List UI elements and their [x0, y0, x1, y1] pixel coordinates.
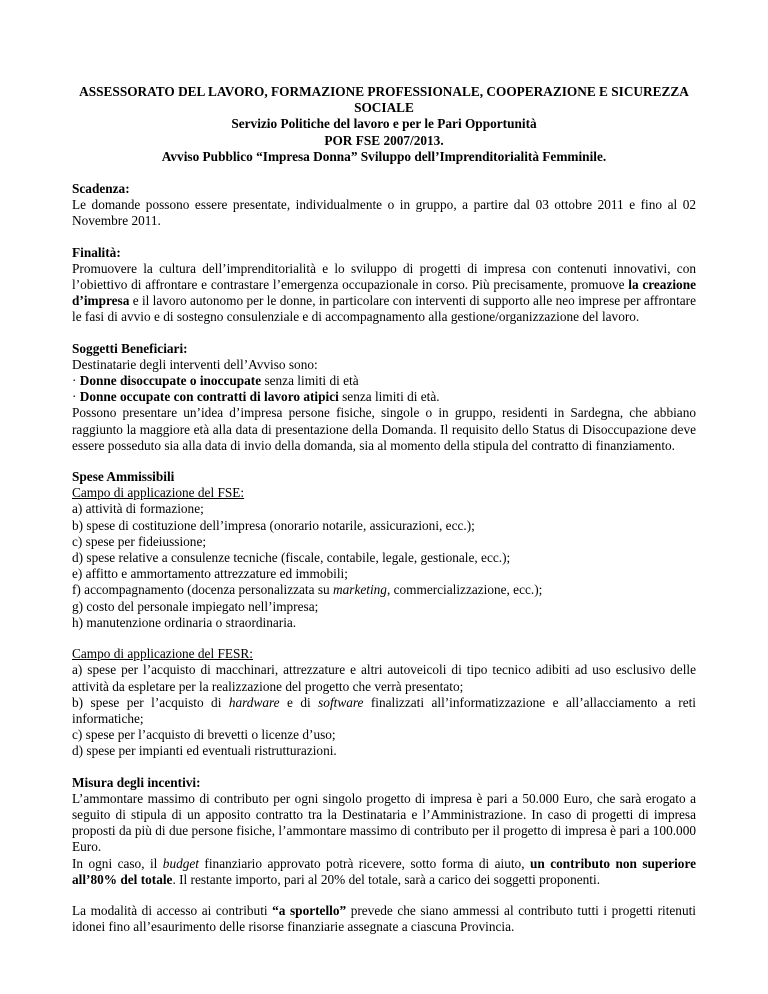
- modalita-bold: “a sportello”: [272, 902, 347, 918]
- section-soggetti: [72, 341, 696, 454]
- modalita-text-b: prevede che siano ammessi al contributo tutti i progetti ritenuti idonei fino all’esaurimento delle risorse finanziarie assegnate a ciascuna Provincia.: [72, 902, 696, 935]
- document-body: [72, 84, 696, 950]
- fesr-b-1: b) spese per l’acquisto di: [72, 694, 229, 710]
- section-scadenza: [72, 181, 696, 230]
- finalita-text: [72, 261, 696, 326]
- modalita-text: [72, 903, 696, 935]
- soggetti-intro: Destinatarie degli interventi dell’Avviso sono:: [72, 356, 318, 372]
- fesr-b-hw: hardware: [228, 694, 280, 710]
- header-notice-title: Avviso Pubblico “Impresa Donna” Sviluppo dell’Imprenditorialità Femminile.: [161, 148, 607, 164]
- section-modalita: [72, 903, 696, 935]
- header-service: Servizio Politiche del lavoro e per le Pari Opportunità: [231, 116, 537, 132]
- soggetti-title: Soggetti Beneficiari:: [72, 340, 188, 356]
- misura-p2-a: In ogni caso, il: [72, 855, 163, 871]
- soggetti-item2-rest: senza limiti di età.: [338, 389, 440, 405]
- misura-p2-bold: un contributo non superiore all’80% del totale: [72, 855, 697, 887]
- section-finalita: [72, 245, 696, 326]
- fesr-b-sw: software: [318, 694, 364, 710]
- fesr-item-c: c) spese per l’acquisto di brevetti o licenze d’uso;: [72, 727, 336, 743]
- bullet: ·: [72, 389, 80, 405]
- header-program: POR FSE 2007/2013.: [324, 132, 444, 148]
- fse-f-a: f) accompagnamento (docenza personalizzata su: [72, 582, 334, 598]
- fse-f-italic: marketing: [333, 582, 387, 598]
- section-misura: [72, 775, 696, 888]
- list-item: [72, 373, 696, 389]
- misura-title: Misura degli incentivi:: [72, 774, 201, 790]
- bullet: ·: [72, 373, 80, 389]
- spese-title: Spese Ammissibili: [72, 469, 175, 485]
- fse-subtitle: Campo di applicazione del FSE:: [72, 485, 245, 501]
- list-item: h) manutenzione ordinaria o straordinaria.: [72, 614, 297, 630]
- list-item: c) spese per fideiussione;: [72, 533, 207, 549]
- fesr-item-b: [72, 695, 696, 727]
- misura-p1: L’ammontare massimo di contributo per ogni singolo progetto di impresa è pari a 50.000 Euro, che sarà erogato a seguito di stipula di un apposito contratto tra la Destinataria e l’Amministrazione. In caso di progetti di impresa proposti da più di due persone fisiche, l’ammontare massimo di contributo per il progetto di impresa è pari a 100.000 Euro.: [72, 790, 696, 855]
- misura-p2-b: finanziario approvato potrà ricevere, sotto forma di aiuto,: [199, 855, 530, 871]
- fesr-b-3: finalizzati all’informatizzazione e all’allacciamento a reti informatiche;: [72, 694, 696, 726]
- list-item: [72, 389, 696, 405]
- list-item: d) spese relative a consulenze tecniche (fiscale, contabile, legale, gestionale, ecc.);: [72, 550, 511, 566]
- soggetti-item1-rest: senza limiti di età: [261, 373, 359, 389]
- soggetti-list: [72, 373, 696, 405]
- fesr-b-2: e di: [279, 694, 319, 710]
- fesr-item-d: d) spese per impianti ed eventuali ristrutturazioni.: [72, 743, 337, 759]
- modalita-text-a: La modalità di accesso ai contributi: [72, 902, 273, 918]
- list-item: a) attività di formazione;: [72, 501, 204, 517]
- list-item: e) affitto e ammortamento attrezzature ed immobili;: [72, 566, 348, 582]
- scadenza-text: Le domande possono essere presentate, individualmente o in gruppo, a partire dal 03 ottobre 2011 e fino al 02 Novembre 2011.: [72, 197, 696, 229]
- list-item: g) costo del personale impiegato nell’impresa;: [72, 598, 319, 614]
- header-department: ASSESSORATO DEL LAVORO, FORMAZIONE PROFESSIONALE, COOPERAZIONE E SICUREZZA SOCIALE: [79, 84, 689, 116]
- soggetti-item1-bold: Donne disoccupate o inoccupate: [79, 373, 262, 389]
- misura-p2-c: . Il restante importo, pari al 20% del totale, sarà a carico dei soggetti proponenti.: [172, 871, 601, 887]
- list-item: [72, 582, 696, 598]
- misura-p2: [72, 856, 696, 888]
- section-spese: [72, 469, 696, 631]
- document-header: [72, 84, 696, 165]
- misura-p2-italic: budget: [162, 855, 199, 871]
- fesr-item-a: a) spese per l’acquisto di macchinari, attrezzature e altri autoveicoli di tipo tecnico adibiti ad uso esclusivo delle attività da espletare per la realizzazione del progetto che verrà presentato;: [72, 662, 696, 694]
- scadenza-title: Scadenza:: [72, 181, 130, 197]
- fse-list: [72, 501, 696, 631]
- finalita-title: Finalità:: [72, 244, 121, 260]
- fse-f-b: , commercializzazione, ecc.);: [386, 582, 543, 598]
- finalita-text-a: Promuovere la cultura dell’imprenditorialità e lo sviluppo di progetti di impresa con contenuti innovativi, con l’obiettivo di affrontare e contrastare l’emergenza occupazionale in corso. Più precisamente, promuove: [72, 260, 696, 293]
- fesr-subtitle: Campo di applicazione del FESR:: [72, 646, 253, 662]
- section-fesr: [72, 646, 696, 759]
- soggetti-item2-bold: Donne occupate con contratti di lavoro atipici: [79, 389, 339, 405]
- finalita-bold: la creazione d’impresa: [72, 277, 696, 309]
- finalita-text-b: e il lavoro autonomo per le donne, in particolare con interventi di supporto alle neo imprese per affrontare le fasi di avvio e di sostegno consulenziale e di accompagnamento alla gestione/organizzazione del lavoro.: [72, 293, 696, 325]
- list-item: b) spese di costituzione dell’impresa (onorario notarile, assicurazioni, ecc.);: [72, 517, 475, 533]
- soggetti-text: Possono presentare un’idea d’impresa persone fisiche, singole o in gruppo, residenti in Sardegna, che abbiano raggiunto la maggiore età alla data di presentazione della Domanda. Il requisito dello Status di Disoccupazione deve essere posseduto sia alla data di invio della domanda, sia al momento della stipula del contratto di finanziamento.: [72, 405, 696, 453]
